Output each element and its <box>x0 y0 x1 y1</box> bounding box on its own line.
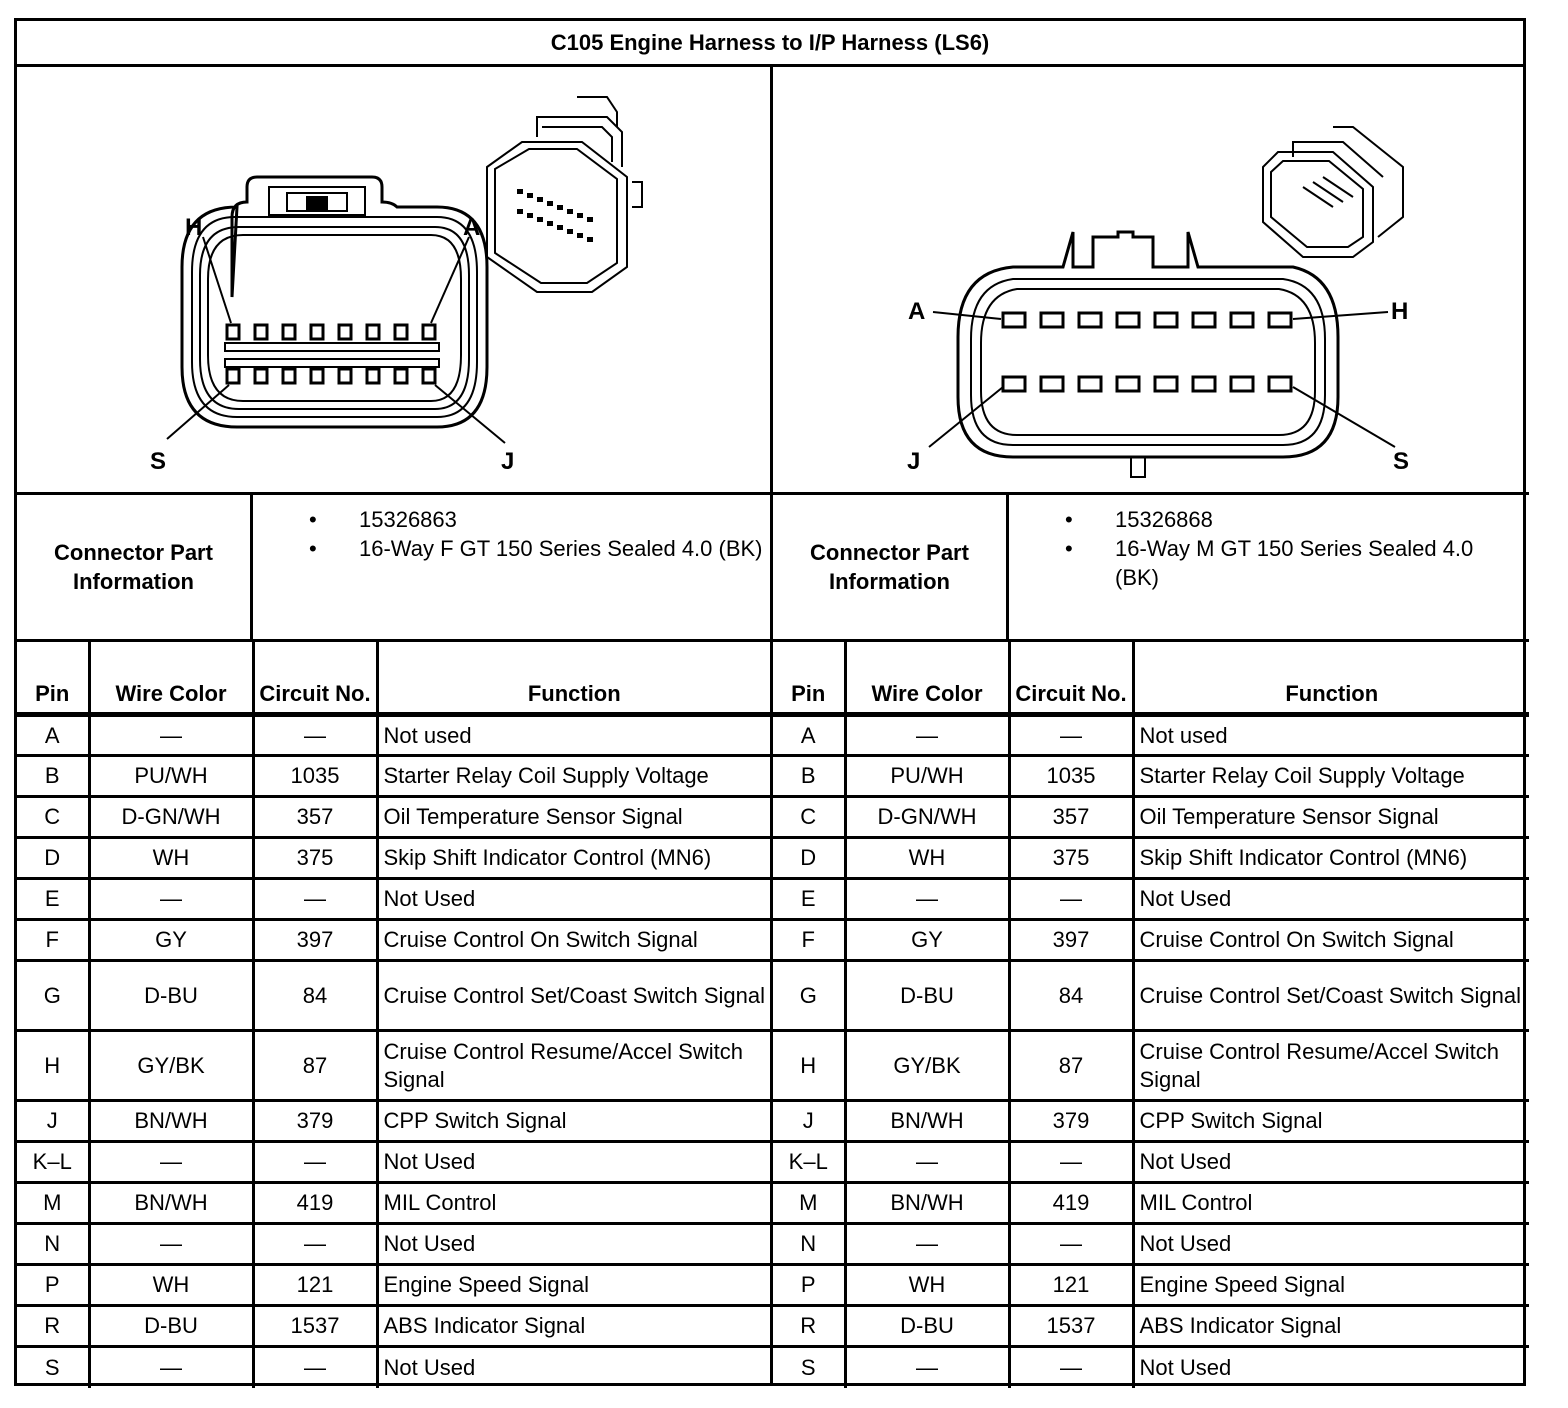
pin-cell: M <box>17 1183 89 1224</box>
table-row <box>773 1101 1529 1142</box>
function-cell: MIL Control <box>1133 1183 1529 1224</box>
table-row <box>17 838 770 879</box>
col-circuit-no: Circuit No. <box>253 642 377 715</box>
pin-cell: C <box>17 797 89 838</box>
document-title: C105 Engine Harness to I/P Harness (LS6) <box>17 21 1523 67</box>
function-cell: Not Used <box>377 1224 770 1265</box>
table-row <box>17 1142 770 1183</box>
table-row <box>17 879 770 920</box>
circuit-cell: 84 <box>253 961 377 1031</box>
circuit-cell: — <box>1009 1347 1133 1388</box>
wire-color-cell: — <box>845 1347 1009 1388</box>
wire-color-cell: GY/BK <box>845 1031 1009 1101</box>
circuit-cell: 87 <box>253 1031 377 1101</box>
table-row <box>17 1347 770 1388</box>
col-circuit-no: Circuit No. <box>1009 642 1133 715</box>
left-connector-diagram <box>17 67 770 495</box>
wire-color-cell: WH <box>89 1265 253 1306</box>
pin-cell: B <box>773 756 845 797</box>
col-pin: Pin <box>17 642 89 715</box>
pin-cell: J <box>17 1101 89 1142</box>
pin-cell: R <box>17 1306 89 1347</box>
female-connector-drawing <box>17 67 770 492</box>
pin-cell: D <box>773 838 845 879</box>
left-connector-part-info <box>17 495 770 642</box>
pin-label-s: S <box>150 448 167 475</box>
function-cell: Starter Relay Coil Supply Voltage <box>1133 756 1529 797</box>
list-item: • 15326868 <box>1065 507 1213 532</box>
table-row <box>17 1183 770 1224</box>
list-item: • 15326863 <box>309 507 457 532</box>
function-cell: Cruise Control Set/Coast Switch Signal <box>377 961 770 1031</box>
connector-part-info-list <box>253 495 770 639</box>
table-row <box>773 1142 1529 1183</box>
function-cell: Cruise Control Set/Coast Switch Signal <box>1133 961 1529 1031</box>
pin-cell: D <box>17 838 89 879</box>
circuit-cell: — <box>1009 1142 1133 1183</box>
circuit-cell: — <box>253 1224 377 1265</box>
wire-color-cell: GY/BK <box>89 1031 253 1101</box>
function-cell: Cruise Control On Switch Signal <box>1133 920 1529 961</box>
wire-color-cell: — <box>89 1142 253 1183</box>
wire-color-cell: D-GN/WH <box>89 797 253 838</box>
pin-cell: F <box>773 920 845 961</box>
circuit-cell: 397 <box>253 920 377 961</box>
table-row <box>773 1306 1529 1347</box>
function-cell: Not Used <box>377 1347 770 1388</box>
wire-color-cell: D-BU <box>845 961 1009 1031</box>
function-cell: Cruise Control On Switch Signal <box>377 920 770 961</box>
wire-color-cell: PU/WH <box>845 756 1009 797</box>
circuit-cell: 121 <box>253 1265 377 1306</box>
circuit-cell: — <box>1009 879 1133 920</box>
wire-color-cell: D-BU <box>845 1306 1009 1347</box>
function-cell: Starter Relay Coil Supply Voltage <box>377 756 770 797</box>
right-connector-panel <box>773 67 1529 1386</box>
wire-color-cell: — <box>845 1142 1009 1183</box>
table-row <box>17 1306 770 1347</box>
circuit-cell: 84 <box>1009 961 1133 1031</box>
wire-color-cell: BN/WH <box>89 1183 253 1224</box>
pin-cell: E <box>773 879 845 920</box>
function-cell: Not Used <box>1133 879 1529 920</box>
left-bottom-pin-row <box>225 359 439 383</box>
table-row <box>17 1101 770 1142</box>
circuit-cell: 419 <box>1009 1183 1133 1224</box>
table-row <box>773 1265 1529 1306</box>
col-wire-color: Wire Color <box>845 642 1009 715</box>
wire-color-cell: WH <box>845 1265 1009 1306</box>
table-row <box>773 879 1529 920</box>
function-cell: Not used <box>1133 715 1529 756</box>
table-row <box>17 920 770 961</box>
wire-color-cell: D-BU <box>89 961 253 1031</box>
wire-color-cell: WH <box>845 838 1009 879</box>
circuit-cell: — <box>253 1347 377 1388</box>
wire-color-cell: — <box>89 1347 253 1388</box>
connector-description: 16-Way F GT 150 Series Sealed 4.0 (BK) <box>359 536 763 561</box>
circuit-cell: 1537 <box>253 1306 377 1347</box>
circuit-cell: 375 <box>1009 838 1133 879</box>
function-cell: Not Used <box>377 1142 770 1183</box>
part-number: 15326868 <box>1115 507 1213 532</box>
wire-color-cell: GY <box>845 920 1009 961</box>
table-row <box>773 1224 1529 1265</box>
function-cell: Engine Speed Signal <box>377 1265 770 1306</box>
pin-cell: S <box>17 1347 89 1388</box>
function-cell: CPP Switch Signal <box>377 1101 770 1142</box>
pin-cell: H <box>17 1031 89 1101</box>
pin-cell: A <box>773 715 845 756</box>
male-connector-drawing <box>773 67 1526 492</box>
circuit-cell: — <box>253 715 377 756</box>
circuit-cell: — <box>1009 715 1133 756</box>
wire-color-cell: — <box>89 879 253 920</box>
pinout-document <box>14 18 1526 1386</box>
wire-color-cell: — <box>845 879 1009 920</box>
list-item: • 16-Way F GT 150 Series Sealed 4.0 (BK) <box>309 536 763 561</box>
list-item: • 16-Way M GT 150 Series Sealed 4.0 (BK) <box>1065 536 1474 590</box>
function-cell: Not Used <box>377 879 770 920</box>
col-function: Function <box>377 642 770 715</box>
circuit-cell: 357 <box>253 797 377 838</box>
function-cell: ABS Indicator Signal <box>1133 1306 1529 1347</box>
circuit-cell: 419 <box>253 1183 377 1224</box>
table-row <box>17 1031 770 1101</box>
circuit-cell: 87 <box>1009 1031 1133 1101</box>
wire-color-cell: BN/WH <box>845 1183 1009 1224</box>
pin-cell: A <box>17 715 89 756</box>
table-row <box>773 961 1529 1031</box>
circuit-cell: 1035 <box>253 756 377 797</box>
function-cell: Oil Temperature Sensor Signal <box>377 797 770 838</box>
wire-color-cell: PU/WH <box>89 756 253 797</box>
pin-cell: N <box>773 1224 845 1265</box>
circuit-cell: — <box>1009 1224 1133 1265</box>
wire-color-cell: — <box>845 715 1009 756</box>
left-top-pin-row <box>225 325 439 351</box>
function-cell: Not Used <box>1133 1224 1529 1265</box>
pin-label-a: A <box>463 214 481 241</box>
table-row <box>17 961 770 1031</box>
circuit-cell: — <box>253 879 377 920</box>
table-row <box>773 756 1529 797</box>
left-connector-panel <box>17 67 773 1386</box>
function-cell: Cruise Control Resume/Accel Switch Signal <box>1133 1031 1529 1101</box>
table-row <box>17 1224 770 1265</box>
right-top-pin-row <box>1003 313 1291 327</box>
wire-color-cell: GY <box>89 920 253 961</box>
function-cell: Skip Shift Indicator Control (MN6) <box>1133 838 1529 879</box>
circuit-cell: 379 <box>253 1101 377 1142</box>
pin-cell: H <box>773 1031 845 1101</box>
table-row <box>17 715 770 756</box>
connector-part-info-label: Connector Part Information <box>773 495 1009 639</box>
table-row <box>17 756 770 797</box>
table-row <box>773 920 1529 961</box>
table-row <box>773 1347 1529 1388</box>
pin-cell: R <box>773 1306 845 1347</box>
circuit-cell: 397 <box>1009 920 1133 961</box>
function-cell: Not used <box>377 715 770 756</box>
connector-description: 16-Way M GT 150 Series Sealed 4.0 (BK) <box>1115 536 1474 590</box>
pin-cell: E <box>17 879 89 920</box>
pin-cell: P <box>17 1265 89 1306</box>
circuit-cell: 379 <box>1009 1101 1133 1142</box>
pin-cell: G <box>17 961 89 1031</box>
table-row <box>17 1265 770 1306</box>
pin-label-h: H <box>185 214 203 241</box>
table-row <box>773 1031 1529 1101</box>
pin-cell: N <box>17 1224 89 1265</box>
table-row <box>773 838 1529 879</box>
pin-cell: J <box>773 1101 845 1142</box>
wire-color-cell: WH <box>89 838 253 879</box>
connector-part-info-label: Connector Part Information <box>17 495 253 639</box>
pin-cell: B <box>17 756 89 797</box>
wire-color-cell: BN/WH <box>89 1101 253 1142</box>
right-connector-part-info <box>773 495 1529 642</box>
pin-cell: M <box>773 1183 845 1224</box>
circuit-cell: 357 <box>1009 797 1133 838</box>
function-cell: Engine Speed Signal <box>1133 1265 1529 1306</box>
pin-label-s: S <box>1393 448 1410 475</box>
table-row <box>773 1183 1529 1224</box>
wire-color-cell: — <box>845 1224 1009 1265</box>
pin-cell: K–L <box>17 1142 89 1183</box>
function-cell: Skip Shift Indicator Control (MN6) <box>377 838 770 879</box>
pin-label-j: J <box>501 448 515 475</box>
right-pin-table <box>773 642 1529 1388</box>
function-cell: Oil Temperature Sensor Signal <box>1133 797 1529 838</box>
pin-label-a: A <box>908 298 926 325</box>
function-cell: Not Used <box>1133 1142 1529 1183</box>
pin-cell: F <box>17 920 89 961</box>
function-cell: MIL Control <box>377 1183 770 1224</box>
pin-label-h: H <box>1391 298 1409 325</box>
function-cell: Not Used <box>1133 1347 1529 1388</box>
col-pin: Pin <box>773 642 845 715</box>
table-row <box>17 797 770 838</box>
table-row <box>773 715 1529 756</box>
circuit-cell: 121 <box>1009 1265 1133 1306</box>
table-row <box>773 797 1529 838</box>
col-function: Function <box>1133 642 1529 715</box>
wire-color-cell: D-BU <box>89 1306 253 1347</box>
wire-color-cell: BN/WH <box>845 1101 1009 1142</box>
right-connector-diagram <box>773 67 1529 495</box>
circuit-cell: 1537 <box>1009 1306 1133 1347</box>
pin-cell: S <box>773 1347 845 1388</box>
function-cell: Cruise Control Resume/Accel Switch Signal <box>377 1031 770 1101</box>
wire-color-cell: — <box>89 715 253 756</box>
pin-cell: C <box>773 797 845 838</box>
function-cell: CPP Switch Signal <box>1133 1101 1529 1142</box>
circuit-cell: 1035 <box>1009 756 1133 797</box>
wire-color-cell: — <box>89 1224 253 1265</box>
function-cell: ABS Indicator Signal <box>377 1306 770 1347</box>
right-bottom-pin-row <box>1003 377 1291 391</box>
circuit-cell: — <box>253 1142 377 1183</box>
pin-label-j: J <box>907 448 921 475</box>
col-wire-color: Wire Color <box>89 642 253 715</box>
connector-part-info-list <box>1009 495 1529 639</box>
wire-color-cell: D-GN/WH <box>845 797 1009 838</box>
pin-cell: K–L <box>773 1142 845 1183</box>
left-pin-table <box>17 642 770 1388</box>
part-number: 15326863 <box>359 507 457 532</box>
pin-cell: G <box>773 961 845 1031</box>
pin-cell: P <box>773 1265 845 1306</box>
circuit-cell: 375 <box>253 838 377 879</box>
